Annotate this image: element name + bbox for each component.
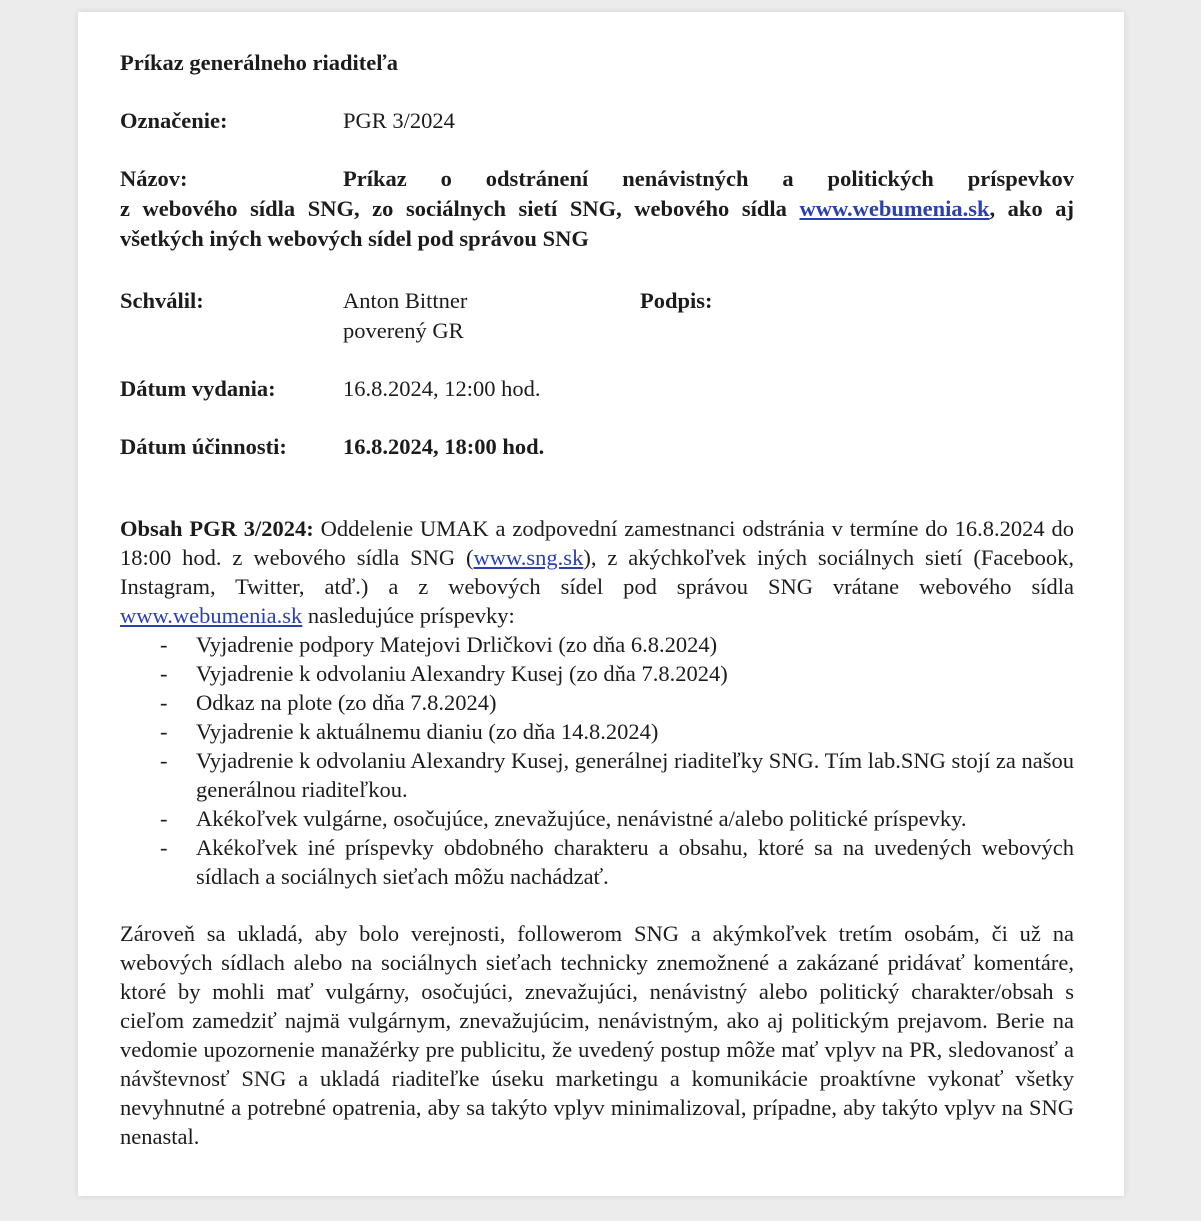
document-content [120,48,1074,1151]
oznacenie-value: PGR 3/2024 [343,108,455,133]
list-item [120,688,1074,717]
datum-ucinnosti-label: Dátum účinnosti: [120,434,287,459]
list-item-text: Vyjadrenie k aktuálnemu dianiu (zo dňa 14.8.2024) [196,719,659,744]
removal-list [120,630,1074,891]
list-item-text: Vyjadrenie k odvolaniu Alexandry Kusej (zo dňa 7.8.2024) [196,661,728,686]
obsah-text-1: Oddelenie UMAK a zodpovední zamestnanci odstránia v termíne do 16.8.2024 do 18:00 hod. z webového sídla SNG ( [120,516,1075,570]
nazov-label: Názov: [120,166,188,191]
obsah-text-2: ), z akýchkoľvek iných sociálnych sietí (Facebook, Instagram, Twitter, atď.) a z webových sídel pod správou SNG vrátane webového sídla [120,545,1074,599]
list-item-text: Akékoľvek iné príspevky obdobného charakteru a obsahu, ktoré sa na uvedených webových sídlach a sociálnych sieťach môžu nachádzať. [196,835,1074,889]
nazov-tail: , ako aj všetkých iných webových sídel pod správou SNG [120,196,1074,251]
nazov-row [120,164,1074,194]
list-item [120,630,1074,659]
obsah-paragraph [120,514,1074,630]
oznacenie-row [120,106,1074,136]
datum-vydania-value: 16.8.2024, 12:00 hod. [343,376,541,401]
webumenia-link[interactable]: www.webumenia.sk [799,196,990,221]
nazov-continuation [120,194,1074,254]
document-title: Príkaz generálneho riaditeľa [120,50,398,75]
list-item [120,833,1074,891]
list-item [120,746,1074,804]
obsah-text-3: nasledujúce príspevky: [302,603,515,628]
list-item-text: Vyjadrenie podpory Matejovi Drličkovi (zo dňa 6.8.2024) [196,632,718,657]
webumenia-link-2[interactable]: www.webumenia.sk [120,603,303,628]
bullet-dash: - [160,806,168,831]
datum-ucinnosti-value: 16.8.2024, 18:00 hod. [343,434,545,459]
oznacenie-label: Označenie: [120,108,228,133]
list-item [120,659,1074,688]
datum-vydania-row [120,374,1074,404]
datum-vydania-label: Dátum vydania: [120,376,276,401]
nazov-mid: z webového sídla SNG, zo sociálnych sietí SNG, webového sídla [120,196,800,221]
schvalil-name: Anton Bittner [343,288,468,313]
obsah-label: Obsah PGR 3/2024: [120,516,314,541]
schvalil-block [343,286,640,346]
bullet-dash: - [160,690,168,715]
bullet-dash: - [160,661,168,686]
list-item [120,804,1074,833]
bullet-dash: - [160,719,168,744]
bullet-dash: - [160,632,168,657]
signature-label: Podpis: [640,288,713,313]
document-page [78,12,1124,1196]
list-item-text: Odkaz na plote (zo dňa 7.8.2024) [196,690,497,715]
zaroven-paragraph: Zároveň sa ukladá, aby bolo verejnosti, followerom SNG a akýmkoľvek tretím osobám, či už na webových sídlach alebo na sociálnych sieťach technicky znemožnené a zakázané pridávať komentáre, ktoré by mohli mať vulgárny, osočujúci, znevažujúci, nenávistný alebo politický charakter/obsah s cieľom zamedziť najmä vulgárnym, znevažujúcim, nenávistným, ako aj politickým prejavom. Berie na vedomie upozornenie manažérky pre publicitu, že uvedený postup môže mať vplyv na PR, sledovanosť a návštevnosť SNG a ukladá riaditeľke úseku marketingu a komunikácie proaktívne vykonať všetky nevyhnutné a potrebné opatrenia, aby sa takýto vplyv minimalizoval, prípadne, aby takýto vplyv na SNG nenastal. [120,921,1074,1149]
schvalil-row [120,286,1074,346]
nazov-section [120,164,1074,254]
datum-ucinnosti-row [120,432,1074,462]
nazov-lead: Príkaz o odstránení nenávistných a politických príspevkov [343,166,1074,191]
sng-link[interactable]: www.sng.sk [473,545,584,570]
bullet-dash: - [160,748,168,773]
list-item [120,717,1074,746]
list-item-text: Akékoľvek vulgárne, osočujúce, znevažujúce, nenávistné a/alebo politické príspevky. [196,806,967,831]
bullet-dash: - [160,835,168,860]
schvalil-label: Schválil: [120,288,204,313]
schvalil-role: poverený GR [343,318,464,343]
list-item-text: Vyjadrenie k odvolaniu Alexandry Kusej, generálnej riaditeľky SNG. Tím lab.SNG stojí za našou generálnou riaditeľkou. [196,748,1074,802]
